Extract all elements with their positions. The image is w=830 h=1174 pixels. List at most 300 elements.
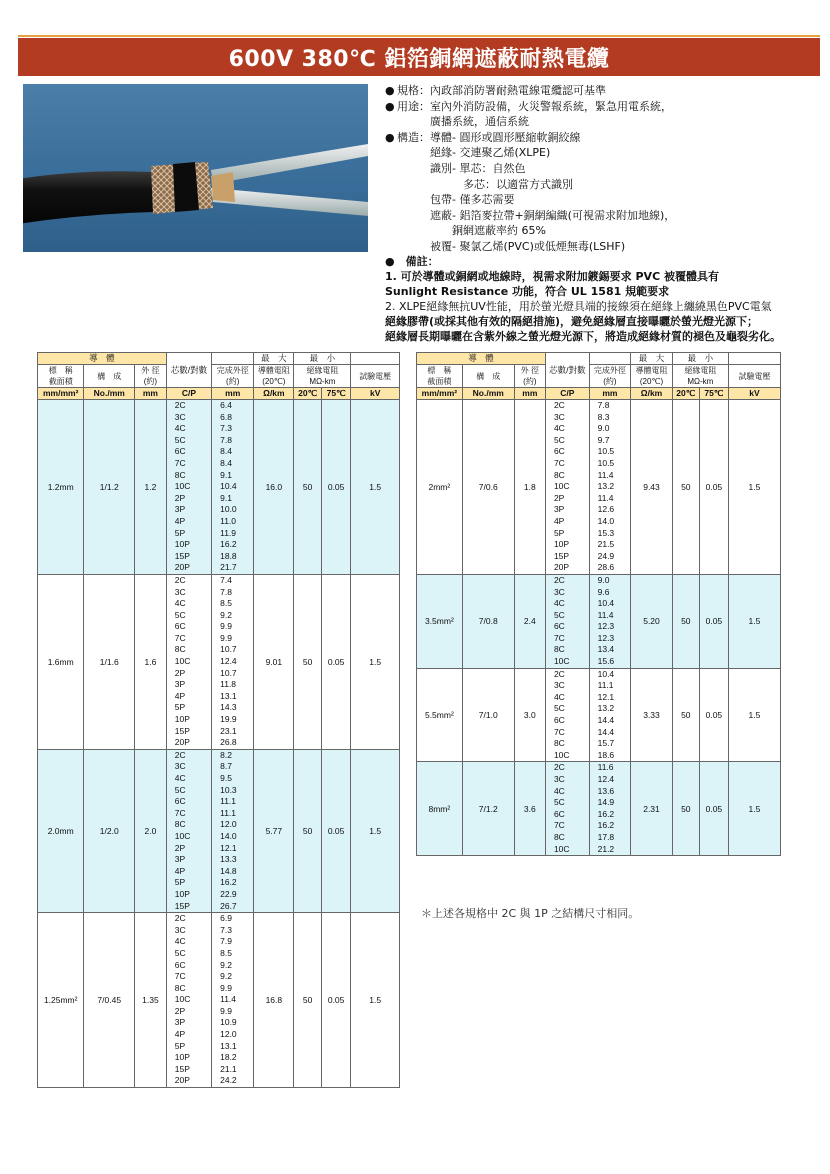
spec-line xyxy=(383,161,823,177)
spec-text: 用途：室內外消防設備，火災警報系統，緊急用電系統， xyxy=(397,99,672,113)
unit-cell: C/P xyxy=(166,388,211,400)
area-cell: 8mm² xyxy=(417,762,463,856)
core-count: 5P xyxy=(174,877,186,888)
finished-dia: 6.4 xyxy=(220,400,232,410)
core-count: 4C xyxy=(553,691,565,702)
finished-dia: 26.7 xyxy=(220,900,237,911)
header-blank xyxy=(728,353,780,365)
finished-dia: 12.1 xyxy=(220,842,237,853)
outer-dia-cell: 1.6 xyxy=(135,574,167,749)
finished-dia: 17.8 xyxy=(597,831,615,842)
finished-dia: 18.8 xyxy=(220,550,237,561)
finished-dia: 7.3 xyxy=(220,423,232,434)
finished-dia: 13.3 xyxy=(220,854,237,865)
finished-dia: 9.7 xyxy=(597,434,610,445)
core-count: 10C xyxy=(553,843,570,854)
header-conductor-resistance: 導體電阻 (20℃) xyxy=(631,365,673,388)
area-cell: 1.6mm xyxy=(38,574,84,749)
core-count: 3C xyxy=(553,411,565,422)
spec-line xyxy=(383,239,823,255)
finished-dia: 13.6 xyxy=(597,785,615,796)
core-count: 5C xyxy=(174,609,186,620)
finished-dia: 10.0 xyxy=(220,504,237,515)
core-count: 2P xyxy=(174,492,186,503)
unit-cell: mm xyxy=(212,388,254,400)
ir75-cell: 0.05 xyxy=(321,574,351,749)
outer-dia-cell: 2.0 xyxy=(135,749,167,912)
core-count: 4P xyxy=(174,515,186,526)
notes-heading: ● 備註： xyxy=(385,255,439,268)
area-cell: 2.0mm xyxy=(38,749,84,912)
composition-cell: 1/1.2 xyxy=(84,400,135,575)
unit-cell: 20℃ xyxy=(294,388,321,400)
finished-dia: 9.6 xyxy=(597,586,610,597)
core-count: 7C xyxy=(174,971,186,982)
finished-dia-list xyxy=(589,762,631,856)
finished-dia: 9.0 xyxy=(597,574,610,585)
unit-cell: 75℃ xyxy=(321,388,351,400)
core-count: 2P xyxy=(174,842,186,853)
finished-dia: 8.5 xyxy=(220,598,232,609)
header-insulation-resistance: 絕緣電阻 MΩ-km xyxy=(294,365,351,388)
unit-cell: 20℃ xyxy=(672,388,699,400)
finished-dia: 14.8 xyxy=(220,865,237,876)
header-cores: 芯數/對數 xyxy=(545,353,589,388)
spec-table-left xyxy=(37,352,400,1088)
header-conductor: 導 體 xyxy=(38,353,167,365)
unit-cell: No./mm xyxy=(84,388,135,400)
finished-dia: 9.9 xyxy=(220,621,232,632)
composition-cell: 7/0.6 xyxy=(462,400,514,575)
core-count: 10C xyxy=(553,749,570,760)
core-count: 2C xyxy=(553,762,565,773)
finished-dia: 19.9 xyxy=(220,714,237,725)
bullet-icon: ● xyxy=(385,99,395,113)
spec-text: 銅網遮蔽率約 65% xyxy=(397,224,546,238)
finished-dia: 12.1 xyxy=(597,691,615,702)
finished-dia: 11.4 xyxy=(597,469,614,480)
finished-dia: 6.8 xyxy=(220,411,232,422)
spec-text: 遮蔽- 鋁箔麥拉帶+銅網編織(可視需求附加地線)， xyxy=(397,208,676,222)
spec-line xyxy=(383,223,823,239)
note-line: Sunlight Resistance 功能，符合 UL 1581 規範要求 xyxy=(385,285,670,298)
finished-dia: 10.4 xyxy=(220,481,237,492)
ir20-cell: 50 xyxy=(294,749,321,912)
finished-dia: 7.9 xyxy=(220,936,232,947)
core-count: 3C xyxy=(174,761,186,772)
table-row xyxy=(38,574,400,749)
finished-dia: 21.7 xyxy=(220,562,237,573)
spec-text: 識別- 單芯：自然色 xyxy=(397,161,526,175)
finished-dia: 7.8 xyxy=(220,434,232,445)
core-count: 10C xyxy=(174,830,191,841)
unit-cell: mm xyxy=(135,388,167,400)
spec-line xyxy=(383,83,823,99)
cores-list xyxy=(166,400,211,575)
finished-dia: 9.0 xyxy=(597,423,610,434)
finished-dia: 9.5 xyxy=(220,773,232,783)
finished-dia-list xyxy=(212,749,254,912)
header-composition: 構 成 xyxy=(84,365,135,388)
core-count: 8C xyxy=(174,644,186,655)
finished-dia: 12.6 xyxy=(597,504,615,515)
core-count: 2P xyxy=(174,1005,186,1016)
core-count: 5C xyxy=(553,797,565,808)
core-count: 10C xyxy=(553,481,570,492)
ir20-cell: 50 xyxy=(672,668,699,762)
area-cell: 1.25mm² xyxy=(38,913,84,1088)
ir75-cell: 0.05 xyxy=(699,668,728,762)
table-row xyxy=(38,400,400,575)
finished-dia: 15.6 xyxy=(597,656,615,667)
finished-dia: 18.2 xyxy=(220,1052,237,1063)
finished-dia: 10.7 xyxy=(220,644,237,655)
core-count: 8C xyxy=(553,469,565,480)
ir20-cell: 50 xyxy=(294,400,321,575)
core-count: 20P xyxy=(174,562,190,573)
header-min: 最 小 xyxy=(294,353,351,365)
finished-dia: 13.1 xyxy=(220,690,237,701)
finished-dia: 16.2 xyxy=(597,808,615,819)
finished-dia: 6.9 xyxy=(220,913,232,924)
finished-dia: 14.4 xyxy=(597,726,615,737)
core-count: 10C xyxy=(174,994,191,1005)
finished-dia: 23.1 xyxy=(220,725,237,736)
ir20-cell: 50 xyxy=(672,762,699,856)
finished-dia-list xyxy=(589,668,631,762)
core-count: 5P xyxy=(174,1040,186,1051)
spec-table-right xyxy=(416,352,781,856)
spec-text: 絕緣- 交連聚乙烯(XLPE) xyxy=(397,146,551,160)
outer-dia-cell: 1.8 xyxy=(514,400,545,575)
table-row xyxy=(38,913,400,1088)
ir75-cell: 0.05 xyxy=(699,400,728,575)
finished-dia: 7.8 xyxy=(597,400,610,410)
core-count: 4C xyxy=(174,773,186,783)
core-count: 10P xyxy=(174,539,190,550)
notes xyxy=(385,254,825,344)
unit-row xyxy=(417,388,781,400)
composition-cell: 7/1.0 xyxy=(462,668,514,762)
core-count: 8C xyxy=(174,469,186,480)
finished-dia: 24.2 xyxy=(220,1075,237,1086)
core-count: 5C xyxy=(174,434,186,445)
unit-cell: kV xyxy=(728,388,780,400)
core-count: 3P xyxy=(174,679,186,690)
core-count: 8C xyxy=(174,982,186,993)
spec-text: 廣播系統，通信系統 xyxy=(397,115,529,129)
cores-list xyxy=(166,749,211,912)
core-count: 5P xyxy=(174,702,186,713)
finished-dia-list xyxy=(589,400,631,575)
core-count: 6C xyxy=(553,715,565,726)
finished-dia: 13.1 xyxy=(220,1040,237,1051)
table-row xyxy=(417,762,781,856)
core-count: 8C xyxy=(174,819,186,830)
core-count: 4C xyxy=(174,936,186,947)
finished-dia-list xyxy=(212,913,254,1088)
spec-text: 構造：導體- 圓形或圓形壓縮軟銅絞線 xyxy=(397,130,581,144)
unit-cell: Ω/km xyxy=(631,388,673,400)
finished-dia: 11.4 xyxy=(597,492,614,503)
area-cell: 5.5mm² xyxy=(417,668,463,762)
header-group-row xyxy=(417,353,781,365)
core-count: 5P xyxy=(553,527,565,538)
ir20-cell: 50 xyxy=(294,574,321,749)
page-title: 600V 380℃ 鋁箔銅網遮蔽耐熱電纜 xyxy=(228,46,610,72)
finished-dia: 9.9 xyxy=(220,982,232,993)
composition-cell: 1/2.0 xyxy=(84,749,135,912)
finished-dia: 15.7 xyxy=(597,738,615,749)
top-rule xyxy=(18,35,820,37)
finished-dia: 10.5 xyxy=(597,446,615,457)
finished-dia: 11.0 xyxy=(220,515,237,526)
finished-dia: 12.0 xyxy=(220,1029,237,1040)
finished-dia: 11.8 xyxy=(220,679,237,690)
finished-dia: 8.3 xyxy=(597,411,610,422)
outer-dia-cell: 2.4 xyxy=(514,574,545,668)
table-row xyxy=(38,749,400,912)
finished-dia: 8.7 xyxy=(220,761,232,772)
core-count: 2C xyxy=(174,749,186,760)
core-count: 5C xyxy=(553,434,565,445)
composition-cell: 7/1.2 xyxy=(462,762,514,856)
finished-dia: 13.4 xyxy=(597,644,615,655)
unit-cell: kV xyxy=(351,388,400,400)
finished-dia: 28.6 xyxy=(597,562,615,573)
header-composition: 構 成 xyxy=(462,365,514,388)
header-insulation-resistance: 絕緣電阻 MΩ-km xyxy=(672,365,728,388)
core-count: 3P xyxy=(174,1017,186,1028)
core-count: 6C xyxy=(174,959,186,970)
finished-dia: 13.2 xyxy=(597,481,615,492)
finished-dia: 8.4 xyxy=(220,446,232,457)
core-count: 6C xyxy=(553,621,565,632)
unit-cell: mm xyxy=(514,388,545,400)
finished-dia: 9.9 xyxy=(220,1005,232,1016)
header-finished-dia: 完成外徑 (約) xyxy=(212,365,254,388)
finished-dia: 10.5 xyxy=(597,457,615,468)
finished-dia-list xyxy=(212,400,254,575)
composition-cell: 7/0.45 xyxy=(84,913,135,1088)
header-cores: 芯數/對數 xyxy=(166,353,211,388)
note-line: 1. 可於導體或銅網或地線時，視需求附加鍍錫要求 PVC 被覆體具有 xyxy=(385,270,719,283)
resistance-cell: 16.0 xyxy=(254,400,294,575)
spec-line xyxy=(383,192,823,208)
finished-dia: 9.2 xyxy=(220,971,232,982)
note-line: 2. XLPE絕緣無抗UV性能，用於螢光燈具端的接線須在絕緣上纏繞黑色PVC電氣 xyxy=(385,300,772,313)
core-count: 7C xyxy=(553,726,565,737)
finished-dia: 9.1 xyxy=(220,492,232,503)
core-count: 20P xyxy=(174,1075,190,1086)
finished-dia: 11.1 xyxy=(220,807,237,818)
core-count: 6C xyxy=(174,446,186,457)
spec-list xyxy=(383,83,823,255)
core-count: 10C xyxy=(174,656,191,667)
core-count: 3C xyxy=(553,680,565,691)
core-count: 4C xyxy=(553,598,565,609)
test-voltage-cell: 1.5 xyxy=(728,574,780,668)
finished-dia: 11.4 xyxy=(220,994,237,1005)
finished-dia-list xyxy=(589,574,631,668)
core-count: 6C xyxy=(553,808,565,819)
title-bar xyxy=(18,38,820,76)
core-count: 10P xyxy=(174,1052,190,1063)
core-count: 4P xyxy=(553,515,565,526)
spec-line xyxy=(383,177,823,193)
finished-dia: 12.3 xyxy=(597,632,615,643)
core-count: 4P xyxy=(174,690,186,701)
spec-text: 包帶- 僅多芯需要 xyxy=(397,193,515,207)
resistance-cell: 3.33 xyxy=(631,668,673,762)
finished-dia: 7.3 xyxy=(220,924,232,935)
ir20-cell: 50 xyxy=(294,913,321,1088)
finished-dia: 14.0 xyxy=(597,515,615,526)
core-count: 4P xyxy=(174,1029,186,1040)
core-count: 2C xyxy=(174,913,186,924)
finished-dia: 8.5 xyxy=(220,947,232,958)
resistance-cell: 9.43 xyxy=(631,400,673,575)
header-outer-dia: 外 徑 (約) xyxy=(135,365,167,388)
core-count: 7C xyxy=(174,632,186,643)
unit-cell: Ω/km xyxy=(254,388,294,400)
finished-dia: 9.1 xyxy=(220,469,232,480)
area-cell: 2mm² xyxy=(417,400,463,575)
finished-dia-list xyxy=(212,574,254,749)
header-test-voltage: 試驗電壓 xyxy=(728,365,780,388)
cores-list xyxy=(166,913,211,1088)
finished-dia: 11.4 xyxy=(597,609,614,620)
core-count: 2C xyxy=(553,574,565,585)
outer-dia-cell: 1.2 xyxy=(135,400,167,575)
table-row xyxy=(417,574,781,668)
core-count: 4C xyxy=(553,785,565,796)
finished-dia: 7.4 xyxy=(220,574,232,585)
finished-dia: 10.4 xyxy=(597,668,615,679)
table-row xyxy=(417,668,781,762)
core-count: 5C xyxy=(174,784,186,795)
finished-dia: 12.0 xyxy=(220,819,237,830)
finished-dia: 14.9 xyxy=(597,797,615,808)
header-area: 標 稱 截面積 xyxy=(417,365,463,388)
core-count: 6C xyxy=(174,796,186,807)
finished-dia: 8.2 xyxy=(220,749,232,760)
core-count: 3C xyxy=(174,924,186,935)
core-count: 10C xyxy=(174,481,191,492)
core-count: 3C xyxy=(174,411,186,422)
core-count: 3C xyxy=(174,586,186,597)
resistance-cell: 2.31 xyxy=(631,762,673,856)
spec-text: 被覆- 聚氯乙烯(PVC)或低煙無毒(LSHF) xyxy=(397,239,626,253)
finished-dia: 21.1 xyxy=(220,1063,237,1074)
test-voltage-cell: 1.5 xyxy=(351,749,400,912)
core-count: 7C xyxy=(553,820,565,831)
core-count: 7C xyxy=(553,632,565,643)
core-count: 20P xyxy=(553,562,570,573)
test-voltage-cell: 1.5 xyxy=(728,668,780,762)
header-test-voltage: 試驗電壓 xyxy=(351,365,400,388)
finished-dia: 14.3 xyxy=(220,702,237,713)
core-count: 6C xyxy=(553,446,565,457)
core-count: 3P xyxy=(553,504,565,515)
header-blank xyxy=(212,353,254,365)
spec-line xyxy=(383,114,823,130)
finished-dia: 7.8 xyxy=(220,586,232,597)
finished-dia: 16.2 xyxy=(220,877,237,888)
cores-list xyxy=(545,400,589,575)
finished-dia: 13.2 xyxy=(597,703,615,714)
core-count: 5P xyxy=(174,527,186,538)
cores-list xyxy=(545,668,589,762)
finished-dia: 21.5 xyxy=(597,539,615,550)
finished-dia: 24.9 xyxy=(597,550,615,561)
test-voltage-cell: 1.5 xyxy=(351,913,400,1088)
header-max: 最 大 xyxy=(254,353,294,365)
finished-dia: 9.9 xyxy=(220,632,232,643)
header-outer-dia: 外 徑 (約) xyxy=(514,365,545,388)
core-count: 4C xyxy=(174,598,186,609)
finished-dia: 18.6 xyxy=(597,749,615,760)
finished-dia: 21.2 xyxy=(597,843,615,854)
core-count: 5C xyxy=(553,609,565,620)
finished-dia: 10.9 xyxy=(220,1017,237,1028)
core-count: 2C xyxy=(174,400,186,410)
core-count: 4C xyxy=(553,423,565,434)
finished-dia: 10.3 xyxy=(220,784,237,795)
core-count: 5C xyxy=(174,947,186,958)
core-count: 15P xyxy=(174,1063,190,1074)
spec-line xyxy=(383,208,823,224)
resistance-cell: 5.20 xyxy=(631,574,673,668)
core-count: 7C xyxy=(553,457,565,468)
table-row xyxy=(417,400,781,575)
cable-illustration xyxy=(23,84,368,252)
core-count: 20P xyxy=(174,737,190,748)
spec-text: 多芯：以適當方式識別 xyxy=(397,177,573,191)
ir20-cell: 50 xyxy=(672,400,699,575)
core-count: 15P xyxy=(174,725,190,736)
resistance-cell: 5.77 xyxy=(254,749,294,912)
core-count: 8C xyxy=(553,831,565,842)
footnote: ＊上述各規格中 2C 與 1P 之結構尺寸相同。 xyxy=(421,907,640,920)
unit-cell: mm xyxy=(589,388,631,400)
finished-dia: 22.9 xyxy=(220,888,237,899)
unit-cell: C/P xyxy=(545,388,589,400)
finished-dia: 9.2 xyxy=(220,609,232,620)
composition-cell: 7/0.8 xyxy=(462,574,514,668)
finished-dia: 26.8 xyxy=(220,737,237,748)
finished-dia: 12.3 xyxy=(597,621,615,632)
finished-dia: 10.4 xyxy=(597,598,615,609)
cores-list xyxy=(545,762,589,856)
finished-dia: 15.3 xyxy=(597,527,615,538)
finished-dia: 12.4 xyxy=(597,774,615,784)
cores-list xyxy=(545,574,589,668)
note-line: 絕緣層長期曝曬在含紫外線之螢光燈光源下，將造成絕緣材質的褪色及龜裂劣化。 xyxy=(385,330,781,343)
finished-dia: 11.6 xyxy=(597,762,614,773)
cable-photo xyxy=(23,84,368,252)
core-count: 3C xyxy=(553,586,565,597)
core-count: 10C xyxy=(553,656,570,667)
core-count: 10P xyxy=(553,539,570,550)
header-row xyxy=(38,365,400,388)
finished-dia: 10.7 xyxy=(220,667,237,678)
unit-row xyxy=(38,388,400,400)
core-count: 15P xyxy=(553,550,570,561)
unit-cell: mm/mm² xyxy=(38,388,84,400)
header-min: 最 小 xyxy=(672,353,728,365)
core-count: 6C xyxy=(174,621,186,632)
